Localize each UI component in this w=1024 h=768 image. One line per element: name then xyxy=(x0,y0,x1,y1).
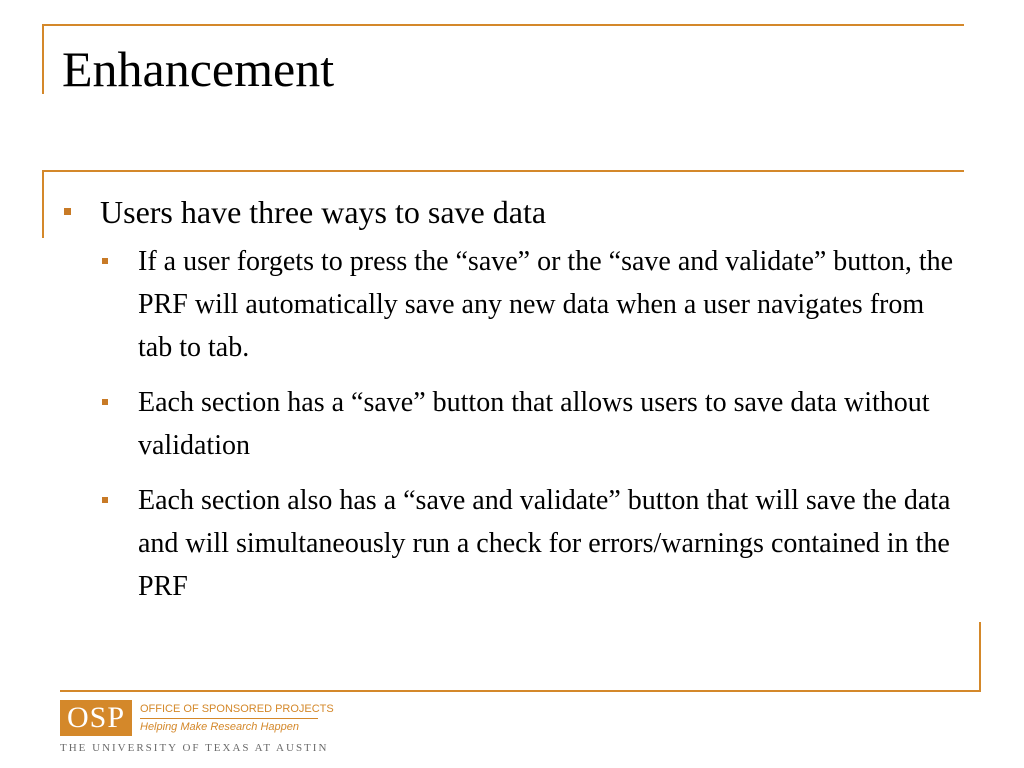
sub-bullet-text: If a user forgets to press the “save” or the “save and validate” button, the PRF will automatically save any new data when a user navigates from tab to tab. xyxy=(138,246,954,363)
university-name: THE UNIVERSITY OF TEXAS AT AUSTIN xyxy=(60,742,329,754)
sub-bullet-text: Each section also has a “save and validate” button that will save the data and will simultaneously run a check for errors/warnings contained in the PRF xyxy=(138,485,951,602)
square-bullet-icon xyxy=(102,258,108,264)
sub-bullet-item xyxy=(62,479,962,608)
title-left-rule xyxy=(42,24,44,94)
body-top-rule xyxy=(42,170,964,172)
bullet-text: Users have three ways to save data xyxy=(100,194,547,230)
slide-title: Enhancement xyxy=(62,41,335,97)
office-tagline: Helping Make Research Happen xyxy=(140,721,299,733)
sub-bullet-text: Each section has a “save” button that allows users to save data without validation xyxy=(138,387,930,461)
title-top-rule xyxy=(42,24,964,26)
slide-body xyxy=(62,190,962,620)
osp-logo: OSP xyxy=(60,700,132,736)
sub-bullet-item xyxy=(62,381,962,467)
square-bullet-icon xyxy=(102,497,108,503)
square-bullet-icon xyxy=(64,208,71,215)
bullet-item xyxy=(62,190,962,234)
office-name: OFFICE OF SPONSORED PROJECTS xyxy=(140,703,334,715)
sub-bullet-item xyxy=(62,240,962,369)
square-bullet-icon xyxy=(102,399,108,405)
sub-bullet-list xyxy=(62,240,962,608)
footer-right-rule xyxy=(979,622,981,692)
footer-bottom-rule xyxy=(60,690,981,692)
body-left-rule xyxy=(42,170,44,238)
logo-divider xyxy=(140,718,318,719)
